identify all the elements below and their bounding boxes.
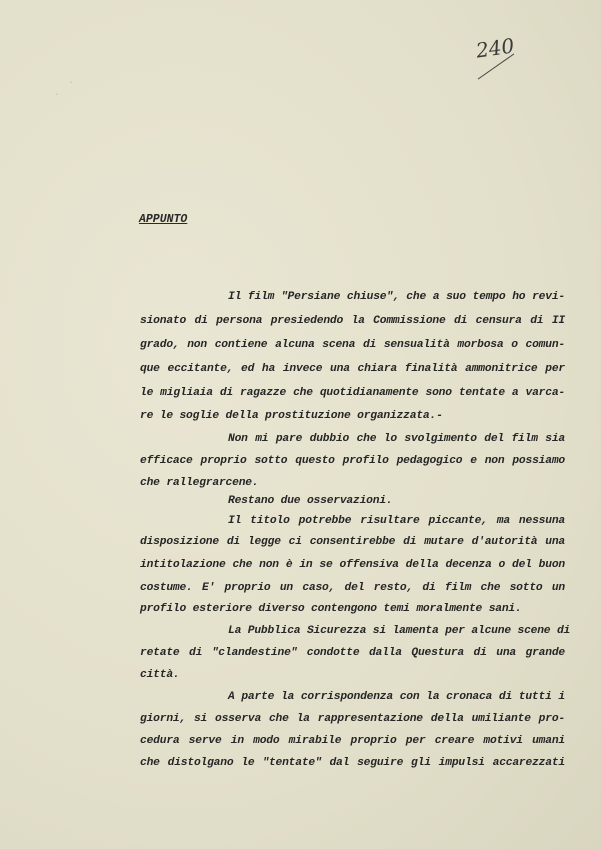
text-line: La Pubblica Sicurezza si lamenta per alcune scene di	[228, 625, 571, 637]
text-line: profilo esteriore diverso contengono temi moralmente sani.	[140, 603, 522, 615]
text-line: giorni, si osserva che la rappresentazione della umiliante pro-	[140, 713, 565, 725]
handwritten-page-number: 240	[474, 33, 516, 63]
text-line: re le soglie della prostituzione organizzata.-	[140, 410, 443, 422]
text-line: sionato di persona presiedendo la Commissione di censura di II	[140, 315, 565, 327]
text-line: retate di "clandestine" condotte dalla Questura di una grande	[140, 647, 565, 659]
paper-speck: ·	[70, 80, 72, 86]
text-line: Non mi pare dubbio che lo svolgimento del film sia	[228, 433, 565, 445]
text-line: Il titolo potrebbe risultare piccante, ma nessuna	[228, 515, 565, 527]
text-line: cedura serve in modo mirabile proprio per creare motivi umani	[140, 735, 565, 747]
text-line: le migliaia di ragazze che quotidianamente sono tentate a varca-	[140, 387, 565, 399]
text-line: che rallegrarcene.	[140, 477, 259, 489]
text-line: intitolazione che non è in se offensiva della decenza o del buon	[140, 559, 565, 571]
text-line: che distolgano le "tentate" dal seguire gli impulsi accarezzati	[140, 757, 565, 769]
text-line: A parte la corrispondenza con la cronaca di tutti i	[228, 691, 565, 703]
text-line: costume. E' proprio un caso, del resto, di film che sotto un	[140, 582, 565, 594]
text-line: disposizione di legge ci consentirebbe di mutare d'autorità una	[140, 536, 565, 548]
text-line: Restano due osservazioni.	[228, 495, 393, 507]
document-title: APPUNTO	[139, 213, 188, 226]
text-line: efficace proprio sotto questo profilo pedagogico e non possiamo	[140, 455, 565, 467]
text-line: grado, non contiene alcuna scena di sensualità morbosa o comun-	[140, 339, 565, 351]
text-line: Il film "Persiane chiuse", che a suo tempo ho revi-	[228, 291, 565, 303]
text-line: città.	[140, 669, 180, 681]
paper-speck: ·	[56, 92, 58, 98]
text-line: que eccitante, ed ha invece una chiara finalità ammonitrice per	[140, 363, 565, 375]
